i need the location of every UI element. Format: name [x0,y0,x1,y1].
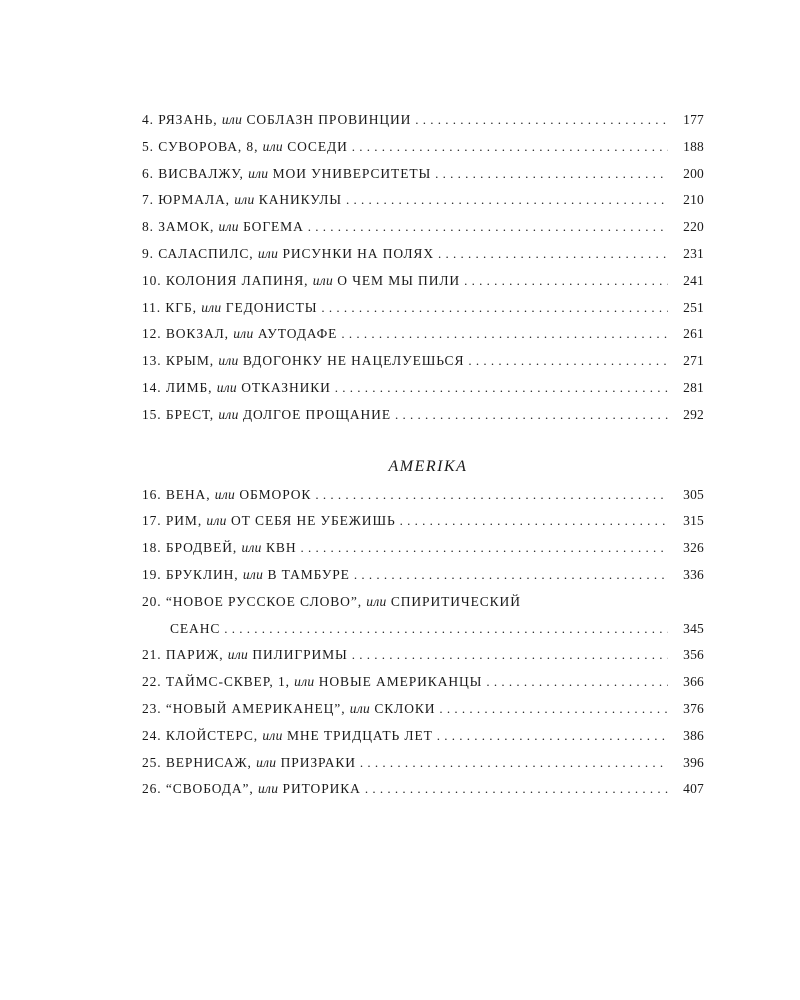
toc-entry-title [142,781,361,797]
toc-section-2 [142,487,704,809]
toc-entry-number: 9. [142,245,154,261]
toc-entry-number: 18. [142,540,162,556]
toc-entry-number: 20. [142,593,162,609]
toc-entry [142,567,704,594]
toc-entry-conjunction: или [349,700,371,716]
dot-leader [415,112,668,128]
toc-entry-title [142,755,356,771]
toc-entry-place: ЗАМОК, [158,219,215,235]
dot-leader [365,781,668,797]
toc-entry-conjunction: или [257,781,279,797]
toc-entry-number: 22. [142,674,162,690]
toc-entry-place: РИМ, [165,513,203,529]
toc-entry-subtitle: ГЕДОНИСТЫ [225,299,318,315]
dot-leader [315,487,668,503]
dot-leader [468,353,668,369]
toc-entry-number: 6. [142,165,154,181]
dot-leader [346,192,668,208]
toc-entry-page-number: 231 [683,245,704,261]
toc-entry-title [142,567,350,583]
toc-entry-subtitle: ОТ СЕБЯ НЕ УБЕЖИШЬ [230,513,396,529]
toc-entry [142,540,704,567]
toc-entry [142,701,704,728]
dot-leader [438,246,668,262]
toc-entry-page-number: 188 [683,138,704,154]
toc-entry-place: “СВОБОДА”, [165,781,254,797]
dot-leader [464,273,668,289]
dot-leader [300,540,668,556]
toc-entry-conjunction: или [294,674,315,690]
dot-leader [435,166,668,182]
toc-entry-page-number: 220 [683,219,704,235]
toc-entry [142,273,704,300]
toc-entry-title [142,594,521,610]
toc-entry-place: КГБ, [165,299,197,315]
toc-entry-conjunction: или [262,138,283,154]
toc-entry [142,192,704,219]
toc-entry-title [142,166,431,182]
toc-entry-place: РЯЗАНЬ, [158,112,218,127]
toc-entry-conjunction: или [218,219,239,235]
toc-entry-place: БРЕСТ, [165,406,215,422]
toc-entry-conjunction: или [201,299,222,315]
toc-entry-subtitle: РИТОРИКА [282,781,361,797]
toc-entry-number: 24. [142,727,162,743]
toc-entry-title [142,246,434,262]
toc-entry-page-number: 366 [683,674,704,690]
toc-entry-number: 4. [142,112,154,127]
toc-entry-subtitle: ОТКАЗНИКИ [241,379,331,395]
dot-leader [224,621,668,637]
toc-entry-conjunction: или [214,486,236,502]
toc-entry-page-number: 345 [683,620,704,636]
toc-entry-place: ВЕРНИСАЖ, [165,754,252,770]
toc-entry-title [142,621,220,637]
toc-entry-number: 7. [142,192,154,208]
toc-entry-page-number: 210 [683,192,704,208]
toc-entry-conjunction: или [206,513,227,529]
toc-entry-page-number: 281 [683,379,704,395]
toc-entry-title [142,647,348,663]
toc-entry-conjunction: или [227,647,249,663]
toc-entry-number: 23. [142,700,162,716]
dot-leader [400,513,668,529]
toc-entry-title [142,701,435,717]
toc-entry-conjunction: или [221,112,243,127]
toc-entry-subtitle: СОБЛАЗН ПРОВИНЦИИ [246,112,412,127]
toc-entry-continuation [142,621,704,648]
dot-leader [335,380,668,396]
toc-entry-subtitle: В ТАМБУРЕ [267,566,350,582]
toc-entry [142,166,704,193]
toc-entry [142,139,704,166]
dot-leader [437,728,668,744]
toc-entry-title [142,112,411,128]
toc-entry-title [142,192,342,208]
toc-entry-subtitle: СПИРИТИЧЕСКИЙ [390,593,521,609]
dot-leader [321,300,668,316]
toc-entry-page-number: 261 [683,326,704,342]
toc-entry-number: 10. [142,272,162,288]
dot-leader [308,219,668,235]
toc-entry-subtitle: НОВЫЕ АМЕРИКАНЦЫ [318,674,483,690]
toc-entry-title [142,407,391,423]
toc-entry-number: 26. [142,781,162,797]
toc-entry-page-number: 241 [683,272,704,288]
toc-entry-subtitle: СКЛОКИ [374,700,436,716]
toc-entry-place: САЛАСПИЛС, [158,245,254,261]
dot-leader [354,567,668,583]
toc-entry-title [142,326,337,342]
toc-entry-conjunction: или [262,727,283,743]
toc-entry-place: ВИСВАЛЖУ, [158,165,244,181]
toc-entry [142,326,704,353]
toc-entry-page-number: 177 [683,112,704,127]
dot-leader [341,326,668,342]
toc-entry-page-number: 336 [683,566,704,582]
toc-entry-subtitle: МОИ УНИВЕРСИТЕТЫ [272,165,432,181]
toc-entry-page-number: 376 [683,700,704,716]
toc-entry-place: ТАЙМС-СКВЕР, 1, [165,674,290,690]
toc-entry-subtitle: СЕАНС [170,620,221,636]
toc-entry-page-number: 386 [683,727,704,743]
toc-entry-place: “НОВЫЙ АМЕРИКАНЕЦ”, [165,700,346,716]
toc-entry [142,487,704,514]
toc-entry-number: 5. [142,138,154,154]
toc-entry-number: 17. [142,513,162,529]
toc-entry-title [142,380,331,396]
toc-entry-subtitle: КАНИКУЛЫ [258,192,342,208]
dot-leader [352,139,668,155]
toc-entry-title [142,139,348,155]
toc-entry-conjunction: или [218,353,239,369]
dot-leader [395,407,668,423]
toc-entry [142,755,704,782]
toc-entry-place: КОЛОНИЯ ЛАПИНЯ, [165,272,309,288]
toc-entry-subtitle: ПИЛИГРИМЫ [252,647,348,663]
toc-entry-number: 13. [142,353,162,369]
toc-entry [142,353,704,380]
toc-entry-conjunction: или [256,754,277,770]
toc-entry-place: БРОДВЕЙ, [165,540,238,556]
toc-entry [142,407,704,434]
toc-entry-conjunction: или [233,326,254,342]
toc-entry [142,728,704,755]
toc-entry-title [142,728,433,744]
toc-entry [142,647,704,674]
toc-entry-page-number: 396 [683,754,704,770]
toc-entry [142,112,704,139]
dot-leader [352,647,668,663]
toc-entry-conjunction: или [234,192,255,208]
toc-entry-place: ЛИМБ, [165,379,213,395]
toc-entry-conjunction: или [242,566,264,582]
toc-entry-page-number: 251 [683,299,704,315]
toc-entry-conjunction: или [366,593,387,609]
toc-entry-title [142,273,460,289]
toc-entry-subtitle: КВН [266,540,297,556]
toc-entry-number: 8. [142,219,154,235]
toc-entry-place: ВОКЗАЛ, [165,326,229,342]
toc-entry-place: “НОВОЕ РУССКОЕ СЛОВО”, [165,593,362,609]
toc-entry-conjunction: или [257,245,279,261]
toc-entry-place: СУВОРОВА, 8, [158,138,259,154]
toc-entry-title [142,219,304,235]
toc-entry-place: КРЫМ, [165,353,215,369]
toc-entry-conjunction: или [248,165,269,181]
toc-entry-number: 19. [142,566,162,582]
toc-entry [142,219,704,246]
toc-entry-number: 12. [142,326,162,342]
toc-entry [142,300,704,327]
toc-entry-subtitle: АУТОДАФЕ [257,326,338,342]
toc-entry-subtitle: ПРИЗРАКИ [280,754,356,770]
toc-entry-title [142,540,296,556]
toc-entry [142,513,704,540]
toc-entry-conjunction: или [241,540,262,556]
toc-entry-conjunction: или [218,406,239,422]
dot-leader [360,755,668,771]
toc-entry-page-number: 200 [683,165,704,181]
toc-entry-place: КЛОЙСТЕРС, [165,727,259,743]
toc-entry-number: 11. [142,299,162,315]
toc-entry-number: 16. [142,486,162,502]
toc-entry-place: ВЕНА, [165,486,211,502]
toc-entry-page-number: 305 [683,486,704,502]
toc-entry-title [142,353,464,369]
toc-entry-title [142,674,482,690]
toc-entry-subtitle: О ЧЕМ МЫ ПИЛИ [337,272,461,288]
toc-entry-conjunction: или [312,272,333,288]
toc-entry [142,246,704,273]
toc-entry [142,594,704,621]
toc-entry-subtitle: ОБМОРОК [239,486,312,502]
toc-entry [142,781,704,808]
toc-entry-page-number: 407 [683,781,704,797]
toc-entry-page-number: 326 [683,540,704,556]
toc-entry-subtitle: МНЕ ТРИДЦАТЬ ЛЕТ [286,727,433,743]
toc-entry-title [142,513,396,529]
toc-entry-place: БРУКЛИН, [165,566,239,582]
section-heading: AMERIKA [388,457,468,475]
toc-entry-number: 14. [142,379,162,395]
toc-entry-number: 15. [142,406,162,422]
toc-entry-subtitle: БОГЕМА [243,219,304,235]
toc-entry-place: ЮРМАЛА, [158,192,230,208]
toc-entry-conjunction: или [216,379,237,395]
toc-entry-place: ПАРИЖ, [165,647,224,663]
toc-entry-title [142,300,317,316]
toc-entry-page-number: 356 [683,647,704,663]
toc-entry-page-number: 271 [683,353,704,369]
toc-section-1 [142,112,704,434]
toc-entry-subtitle: РИСУНКИ НА ПОЛЯХ [282,245,434,261]
toc-entry-page-number: 292 [683,406,704,422]
toc-entry-title [142,487,311,503]
toc-entry [142,380,704,407]
toc-entry-subtitle: СОСЕДИ [287,138,348,154]
toc-entry-page-number: 315 [683,513,704,529]
table-of-contents [142,112,704,808]
dot-leader [486,674,668,690]
dot-leader [439,701,668,717]
toc-entry-subtitle: ДОЛГОЕ ПРОЩАНИЕ [242,406,391,422]
toc-entry [142,674,704,701]
toc-entry-number: 21. [142,647,162,663]
toc-entry-subtitle: ВДОГОНКУ НЕ НАЦЕЛУЕШЬСЯ [242,353,465,369]
toc-entry-number: 25. [142,754,162,770]
